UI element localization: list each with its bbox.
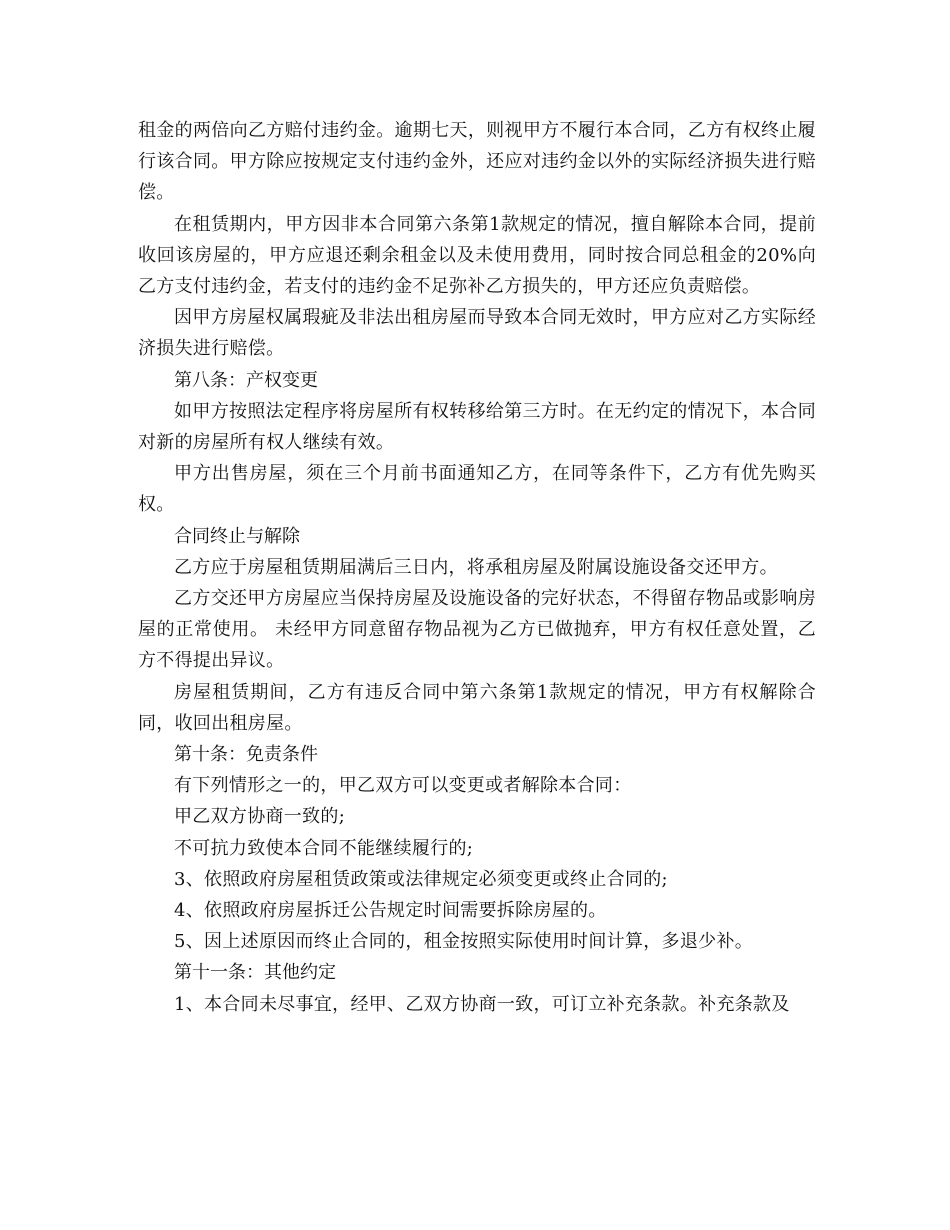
paragraph: 房屋租赁期间，乙方有违反合同中第六条第1款规定的情况，甲方有权解除合同，收回出租房屋。 <box>138 681 816 734</box>
list-item: 甲乙双方协商一致的; <box>174 806 346 828</box>
list-item: 5、因上述原因而终止合同的，租金按照实际使用时间计算，多退少补。 <box>174 931 754 953</box>
section-heading: 合同终止与解除 <box>174 525 300 547</box>
section-heading: 第十一条：其他约定 <box>174 962 336 984</box>
paragraph: 甲方出售房屋，须在三个月前书面通知乙方，在同等条件下，乙方有优先购买权。 <box>138 463 816 516</box>
paragraph: 1、本合同未尽事宜，经甲、乙双方协商一致，可订立补充条款。补充条款及 <box>174 993 790 1015</box>
list-item: 3、依照政府房屋租赁政策或法律规定必须变更或终止合同的; <box>174 868 668 890</box>
paragraph: 因甲方房屋权属瑕疵及非法出租房屋而导致本合同无效时，甲方应对乙方实际经济损失进行赔偿。 <box>138 307 816 360</box>
document-body <box>138 115 816 1020</box>
section-heading: 第八条：产权变更 <box>174 369 318 391</box>
paragraph: 乙方交还甲方房屋应当保持房屋及设施设备的完好状态，不得留存物品或影响房屋的正常使用。 未经甲方同意留存物品视为乙方已做抛弃，甲方有权任意处置，乙方不得提出异议。 <box>138 588 816 672</box>
list-item: 4、依照政府房屋拆迁公告规定时间需要拆除房屋的。 <box>174 900 607 922</box>
paragraph: 有下列情形之一的，甲乙双方可以变更或者解除本合同： <box>174 775 632 797</box>
paragraph: 在租赁期内，甲方因非本合同第六条第1款规定的情况，擅自解除本合同，提前收回该房屋的，甲方应退还剩余租金以及未使用费用，同时按合同总租金的20%向乙方支付违约金，若支付的违约金不足弥补乙方损失的，甲方还应负责赔偿。 <box>138 213 816 298</box>
paragraph: 乙方应于房屋租赁期届满后三日内，将承租房屋及附属设施设备交还甲方。 <box>174 556 778 578</box>
list-item: 不可抗力致使本合同不能继续履行的; <box>174 837 474 859</box>
paragraph: 如甲方按照法定程序将房屋所有权转移给第三方时。在无约定的情况下，本合同对新的房屋所有权人继续有效。 <box>138 400 816 454</box>
paragraph-continuation: 租金的两倍向乙方赔付违约金。逾期七天，则视甲方不履行本合同，乙方有权终止履行该合同。甲方除应按规定支付违约金外，还应对违约金以外的实际经济损失进行赔偿。 <box>138 120 816 204</box>
section-heading: 第十条：免责条件 <box>174 744 318 766</box>
